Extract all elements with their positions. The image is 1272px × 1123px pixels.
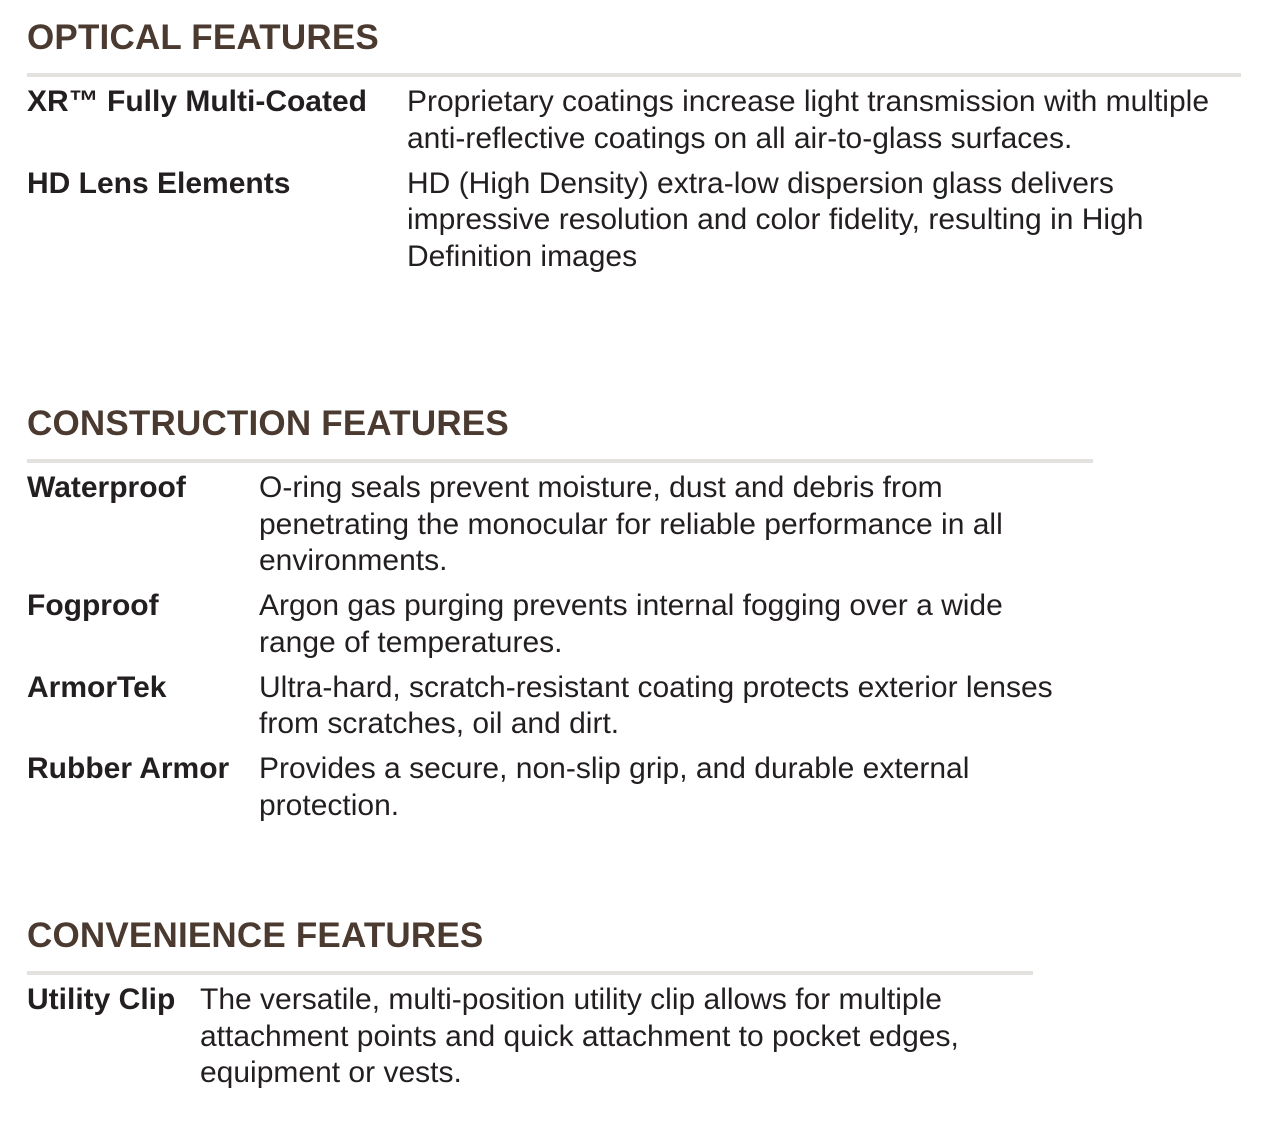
feature-row [27, 470, 1079, 580]
section-heading: CONSTRUCTION FEATURES [27, 404, 509, 443]
feature-name: ArmorTek [27, 670, 167, 704]
feature-description: Argon gas purging prevents internal fogging over a wide range of temperatures. [259, 589, 1003, 659]
feature-description: HD (High Density) extra-low dispersion glass delivers impressive resolution and color fidelity, resulting in High Definition images [407, 166, 1144, 273]
feature-row [27, 982, 1010, 1092]
feature-description: Ultra-hard, scratch-resistant coating protects exterior lenses from scratches, oil and dirt. [259, 670, 1053, 740]
feature-row [27, 157, 1217, 275]
feature-name: Waterproof [27, 471, 186, 504]
optical-features-section [27, 18, 1241, 275]
section-heading: OPTICAL FEATURES [27, 18, 379, 57]
feature-name: Utility Clip [27, 983, 176, 1016]
feature-name: XR™ Fully Multi-Coated [27, 85, 367, 118]
feature-row [27, 661, 1079, 743]
feature-description: The versatile, multi-position utility clip allows for multiple attachment points and quick attachment to pocket edges, equipment or vests. [200, 983, 959, 1089]
feature-name: Fogproof [27, 589, 159, 622]
divider [27, 73, 1241, 77]
feature-row [27, 580, 1079, 662]
feature-name: HD Lens Elements [27, 166, 291, 200]
construction-features-section [27, 404, 1093, 824]
feature-description: Provides a secure, non-slip grip, and durable external protection. [259, 752, 970, 822]
feature-description: Proprietary coatings increase light transmission with multiple anti-reflective coatings on all air-to-glass surfaces. [407, 85, 1210, 155]
divider [27, 459, 1093, 463]
feature-row [27, 84, 1217, 157]
section-heading: CONVENIENCE FEATURES [27, 916, 484, 955]
feature-description: O-ring seals prevent moisture, dust and debris from penetrating the monocular for reliable performance in all environments. [259, 471, 1003, 577]
convenience-features-section [27, 916, 1033, 1092]
feature-name: Rubber Armor [27, 752, 230, 785]
features-table [27, 84, 1217, 275]
features-table [27, 470, 1079, 824]
divider [27, 971, 1033, 975]
feature-row [27, 743, 1079, 825]
features-table [27, 982, 1010, 1092]
